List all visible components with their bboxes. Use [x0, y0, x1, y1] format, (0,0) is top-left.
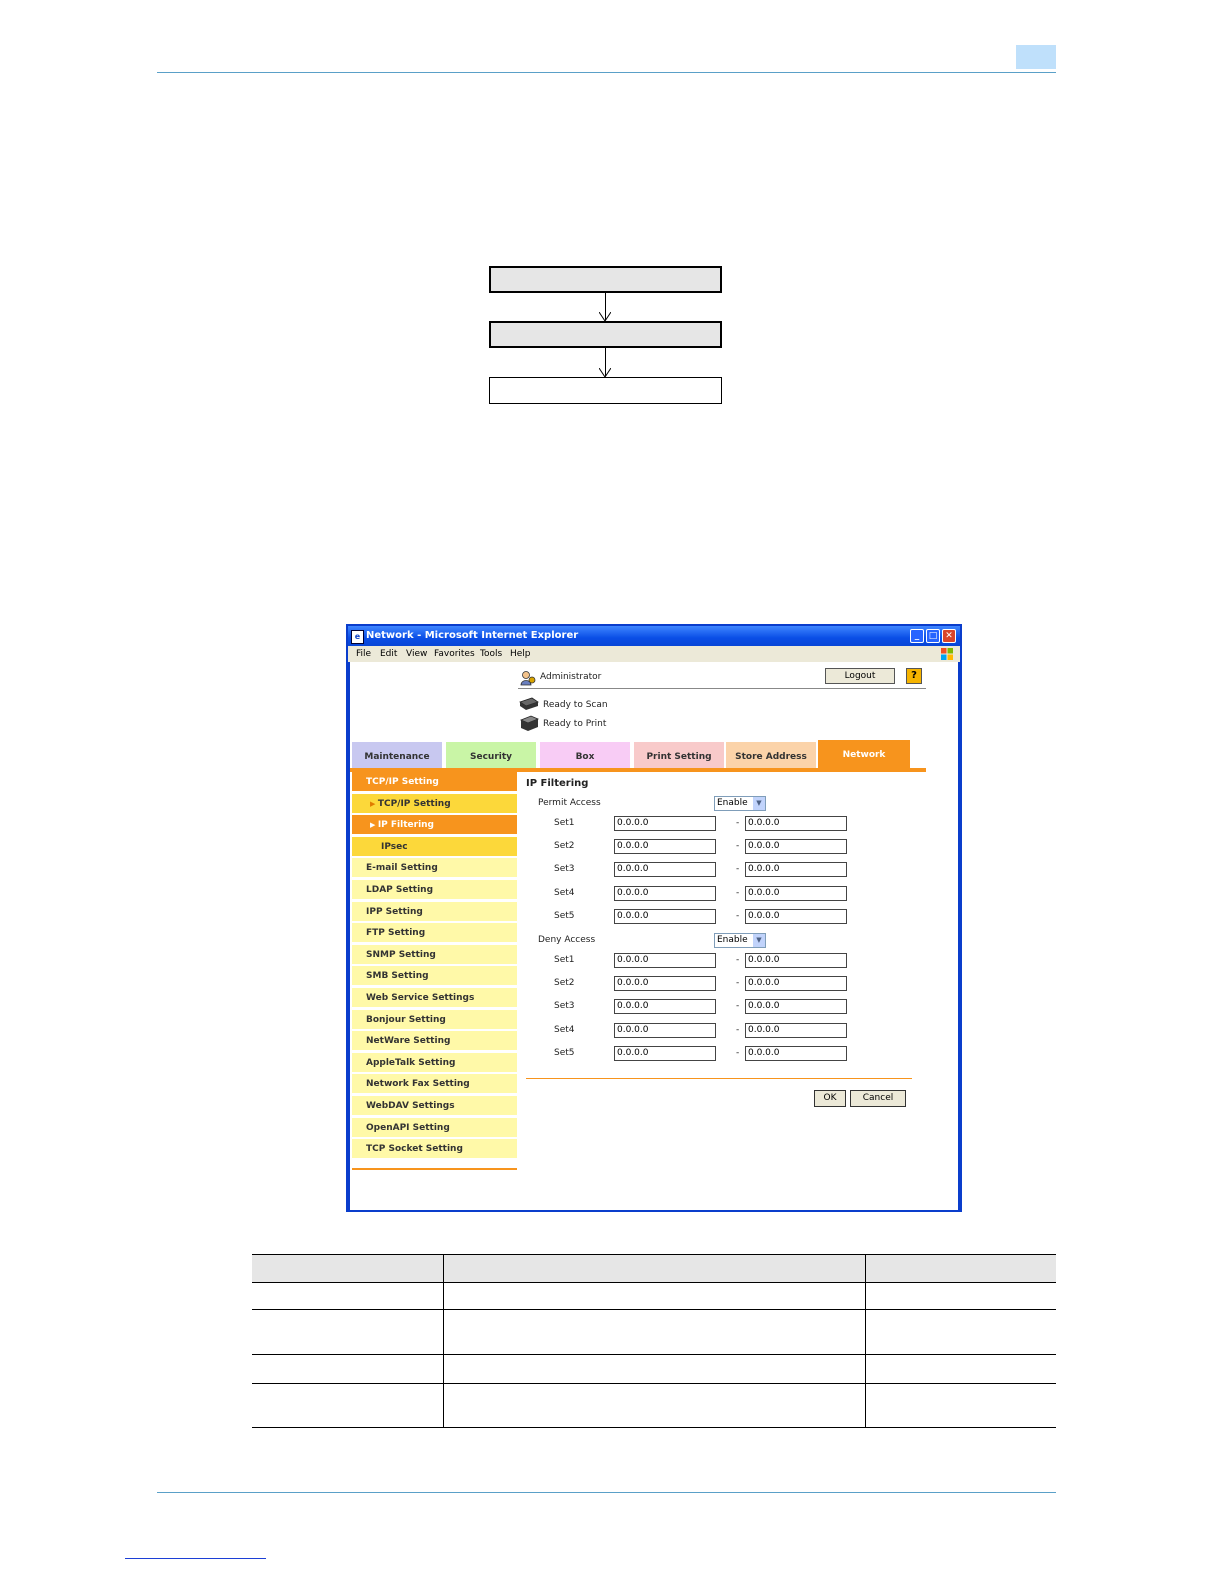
range-separator: -: [736, 864, 740, 875]
sidebar-item-label: SMB Setting: [366, 971, 429, 982]
flow-arrow-1-icon: [599, 312, 611, 321]
sidebar-item[interactable]: [352, 815, 517, 835]
ok-button[interactable]: OK: [814, 1090, 846, 1107]
help-button[interactable]: ?: [906, 668, 922, 684]
print-status: Ready to Print: [543, 719, 607, 729]
range-separator: -: [736, 1047, 740, 1058]
sidebar-item[interactable]: [352, 945, 517, 965]
deny-set-label: Set4: [554, 1024, 575, 1035]
sidebar-item[interactable]: [352, 794, 517, 814]
sidebar-item-label: IPsec: [381, 841, 408, 852]
deny-from-input[interactable]: 0.0.0.0: [614, 1046, 716, 1061]
chevron-down-icon: ▼: [753, 797, 765, 810]
sidebar-item[interactable]: [352, 966, 517, 986]
deny-from-input[interactable]: 0.0.0.0: [614, 976, 716, 991]
sidebar-item-label: TCP Socket Setting: [366, 1144, 463, 1155]
flow-step-2: [489, 321, 722, 348]
sidebar-item[interactable]: [352, 988, 517, 1008]
sidebar-item[interactable]: [352, 902, 517, 922]
tab-network[interactable]: Network: [818, 740, 910, 768]
sidebar-item-label: TCP/IP Setting: [366, 777, 439, 787]
scanner-icon: [518, 696, 540, 712]
table-header-border: [252, 1282, 1056, 1283]
deny-access-value: Enable: [717, 935, 748, 945]
sidebar-item[interactable]: [352, 923, 517, 943]
menu-edit[interactable]: Edit: [380, 649, 398, 659]
minimize-button[interactable]: _: [910, 629, 924, 643]
sidebar-item-label: AppleTalk Setting: [366, 1057, 456, 1068]
sidebar-item-label: LDAP Setting: [366, 885, 434, 895]
cancel-button[interactable]: Cancel: [850, 1090, 906, 1107]
page-tab-marker: [1016, 45, 1056, 69]
chevron-down-icon: ▼: [753, 934, 765, 947]
sidebar-item[interactable]: [352, 1139, 517, 1159]
menu-file[interactable]: File: [356, 649, 372, 659]
permit-to-input[interactable]: 0.0.0.0: [745, 862, 847, 877]
tab-box[interactable]: Box: [540, 742, 630, 768]
sidebar-item[interactable]: [352, 1118, 517, 1138]
menu-tools[interactable]: Tools: [480, 649, 503, 659]
sidebar-item[interactable]: [352, 1010, 517, 1030]
permit-from-input[interactable]: 0.0.0.0: [614, 839, 716, 854]
permit-set-label: Set4: [554, 887, 575, 898]
sidebar-item[interactable]: [352, 1096, 517, 1116]
title-bar: [348, 626, 960, 646]
sidebar-item-label: IP Filtering: [377, 820, 435, 831]
window-title: Network - Microsoft Internet Explorer: [366, 630, 579, 641]
ie-app-icon: e: [351, 630, 364, 644]
deny-to-input[interactable]: 0.0.0.0: [745, 953, 847, 968]
tab-store-address[interactable]: Store Address: [726, 742, 816, 768]
sidebar-item-label: WebDAV Settings: [366, 1101, 455, 1111]
windows-logo-icon: [940, 647, 954, 661]
tab-maintenance[interactable]: Maintenance: [352, 742, 442, 768]
flow-step-3: [489, 377, 722, 404]
range-separator: -: [736, 887, 740, 898]
permit-to-input[interactable]: 0.0.0.0: [745, 839, 847, 854]
deny-set-label: Set3: [554, 1001, 575, 1012]
sidebar-item-label: Bonjour Setting: [366, 1014, 446, 1025]
deny-set-label: Set2: [554, 978, 575, 989]
deny-to-input[interactable]: 0.0.0.0: [745, 1023, 847, 1038]
table-row-border: [252, 1354, 1056, 1355]
sidebar-item-label: OpenAPI Setting: [366, 1122, 450, 1133]
permit-to-input[interactable]: 0.0.0.0: [745, 886, 847, 901]
permit-access-label: Permit Access: [538, 798, 601, 808]
table-bottom-border: [252, 1427, 1056, 1428]
sidebar-item-label: Web Service Settings: [366, 993, 475, 1003]
permit-set-label: Set2: [554, 841, 575, 852]
permit-from-input[interactable]: 0.0.0.0: [614, 816, 716, 831]
flow-arrow-2-icon: [599, 368, 611, 377]
footer-link-underline: [125, 1558, 266, 1559]
sidebar-item-label: E-mail Setting: [366, 863, 438, 874]
permit-set-label: Set1: [554, 818, 575, 828]
permit-set-label: Set3: [554, 864, 575, 875]
arrow-right-icon: ▶: [370, 799, 378, 808]
arrow-right-icon: ▶: [370, 821, 378, 830]
deny-set-label: Set1: [554, 955, 575, 965]
form-divider: [526, 1078, 912, 1079]
range-separator: -: [736, 841, 740, 852]
deny-to-input[interactable]: 0.0.0.0: [745, 1046, 847, 1061]
permit-from-input[interactable]: 0.0.0.0: [614, 862, 716, 877]
range-separator: -: [736, 1001, 740, 1012]
range-separator: -: [736, 818, 740, 828]
form-title: IP Filtering: [526, 778, 589, 789]
sidebar-item[interactable]: [352, 1031, 517, 1051]
menu-view[interactable]: View: [406, 649, 428, 659]
page-content: [350, 662, 958, 1210]
deny-from-input[interactable]: 0.0.0.0: [614, 999, 716, 1014]
range-separator: -: [736, 910, 740, 921]
sidebar-item-label: FTP Setting: [366, 928, 426, 939]
permit-access-value: Enable: [717, 798, 748, 808]
range-separator: -: [736, 978, 740, 989]
flow-step-1: [489, 266, 722, 293]
permit-from-input[interactable]: 0.0.0.0: [614, 909, 716, 924]
sidebar-item[interactable]: [352, 1074, 517, 1094]
admin-label: Administrator: [540, 672, 602, 682]
tab-print-setting[interactable]: Print Setting: [634, 742, 724, 768]
footer-rule: [157, 1492, 1056, 1493]
sidebar-bottom-rule: [352, 1168, 517, 1170]
permit-to-input[interactable]: 0.0.0.0: [745, 816, 847, 831]
deny-set-label: Set5: [554, 1047, 575, 1058]
menu-favorites[interactable]: Favorites: [434, 649, 475, 659]
header-rule: [157, 72, 1056, 73]
table-column-divider: [443, 1254, 444, 1428]
permit-set-label: Set5: [554, 910, 575, 921]
menu-bar: [348, 646, 960, 662]
permit-from-input[interactable]: 0.0.0.0: [614, 886, 716, 901]
table-column-divider: [865, 1254, 866, 1428]
deny-from-input[interactable]: 0.0.0.0: [614, 953, 716, 968]
deny-access-label: Deny Access: [538, 935, 596, 945]
close-button[interactable]: ✕: [942, 629, 956, 643]
deny-access-select[interactable]: [714, 933, 766, 948]
sidebar-item[interactable]: [352, 1053, 517, 1073]
sidebar-item-label: IPP Setting: [366, 906, 423, 917]
header-divider: [518, 688, 926, 689]
sidebar-item-label: SNMP Setting: [366, 949, 436, 960]
table-top-border: [252, 1254, 1056, 1255]
sidebar-item[interactable]: [352, 858, 517, 878]
printer-icon: [518, 714, 540, 732]
deny-to-input[interactable]: 0.0.0.0: [745, 976, 847, 991]
sidebar-item-label: TCP/IP Setting: [377, 798, 451, 809]
tab-security[interactable]: Security: [446, 742, 536, 768]
permit-access-select[interactable]: [714, 796, 766, 811]
browser-window: [346, 624, 962, 1212]
deny-to-input[interactable]: 0.0.0.0: [745, 999, 847, 1014]
table-row-border: [252, 1383, 1056, 1384]
sidebar-item[interactable]: [352, 772, 517, 792]
logout-button[interactable]: Logout: [825, 668, 895, 684]
maximize-button[interactable]: □: [926, 629, 940, 643]
range-separator: -: [736, 955, 740, 965]
sidebar-item-label: NetWare Setting: [366, 1036, 451, 1047]
administrator-icon: [520, 670, 536, 686]
sidebar-item-label: Network Fax Setting: [366, 1079, 470, 1090]
menu-help[interactable]: Help: [510, 649, 531, 659]
permit-to-input[interactable]: 0.0.0.0: [745, 909, 847, 924]
sidebar-item[interactable]: [352, 837, 517, 857]
scan-status: Ready to Scan: [543, 700, 608, 710]
table-row-border: [252, 1309, 1056, 1310]
deny-from-input[interactable]: 0.0.0.0: [614, 1023, 716, 1038]
range-separator: -: [736, 1024, 740, 1035]
sidebar-item[interactable]: [352, 880, 517, 900]
table-header: [252, 1254, 1056, 1282]
